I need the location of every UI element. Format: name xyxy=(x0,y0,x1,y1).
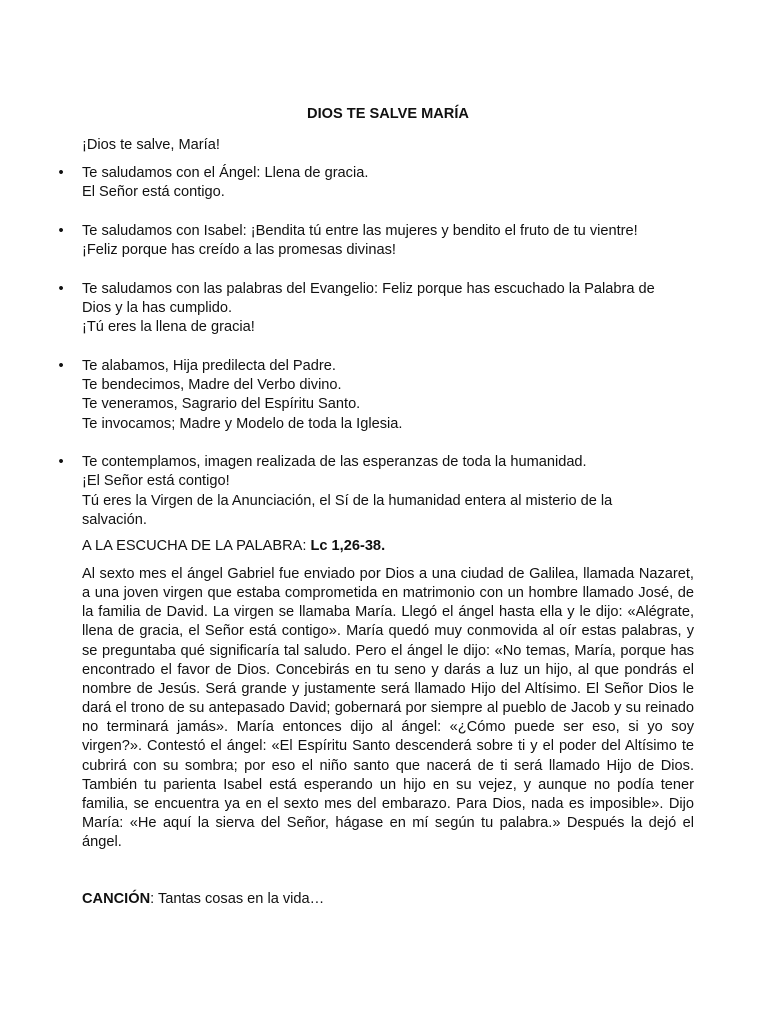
reading-reference: Lc 1,26-38 xyxy=(310,538,382,554)
song-line xyxy=(82,890,324,909)
list-item-line: Te veneramos, Sagrario del Espíritu Santo. xyxy=(82,396,361,413)
list-item-line: ¡Tú eres la llena de gracia! xyxy=(82,319,255,336)
list-item-line: ¡El Señor está contigo! xyxy=(82,473,230,490)
list-item xyxy=(0,357,692,434)
reading-reference-suffix: . xyxy=(381,538,386,554)
bullet-icon: • xyxy=(58,222,64,239)
list-item-line: ¡Feliz porque has creído a las promesas divinas! xyxy=(82,242,396,259)
page-title: DIOS TE SALVE MARÍA xyxy=(307,106,469,122)
greeting-line: ¡Dios te salve, María! xyxy=(82,137,220,153)
song-title: : Tantas cosas en la vida… xyxy=(150,891,325,907)
list-item-line: salvación. xyxy=(82,511,147,528)
gospel-reading-text: Al sexto mes el ángel Gabriel fue enviado por Dios a una ciudad de Galilea, llamada Nazaret, a una joven virgen que estaba comprometida en matrimonio con un hombre llamado José, de la familia de David. La virgen se llamaba María. Llegó el ángel hasta ella y le dijo: «Alégrate, llena de gracia, el Señor está contigo». María quedó muy conmovida al oír estas palabras, y se preguntaba qué significaría tal saludo. Pero el ángel le dijo: «No temas, María, porque has encontrado el favor de Dios. Concebirás en tu seno y darás a luz un hijo, al que pondrás el nombre de Jesús. Será grande y justamente será llamado Hijo del Altísimo. El Señor Dios le dará el trono de su antepasado David; gobernará por siempre al pueblo de Jacob y su reinado no terminará jamás». María entonces dijo al ángel: «¿Cómo puede ser eso, si yo soy virgen?». Contestó el ángel: «El Espíritu Santo descenderá sobre ti y el poder del Altísimo te cubrirá con su sombra; por eso el niño santo que nacerá de ti será llamado Hijo de Dios. También tu parienta Isabel está esperando un hijo en su vejez, y aunque no podía tener familia, se encuentra ya en el sexto mes del embarazo. Para Dios, nada es imposible». Dijo María: «He aquí la sierva del Señor, hágase en mí según tu palabra.» Después la dejó el ángel. xyxy=(82,566,694,851)
list-item xyxy=(0,280,692,338)
reading-label: A LA ESCUCHA DE LA PALABRA: xyxy=(82,538,311,554)
bullet-icon: • xyxy=(58,165,64,181)
list-item xyxy=(0,164,692,202)
list-item-line: Te saludamos con las palabras del Evangelio: Feliz porque has escuchado la Palabra de xyxy=(82,280,655,297)
list-item xyxy=(0,453,692,530)
list-item-line: Dios y la has cumplido. xyxy=(82,300,233,317)
bullet-icon: • xyxy=(58,280,64,297)
bullet-icon: • xyxy=(58,454,64,471)
salutation-list xyxy=(0,164,768,550)
bullet-icon: • xyxy=(58,357,64,374)
list-item-line: Tú eres la Virgen de la Anunciación, el Sí de la humanidad entera al misterio de la xyxy=(82,492,613,509)
list-item-line: Te saludamos con el Ángel: Llena de gracia. xyxy=(82,165,369,181)
list-item-line: Te saludamos con Isabel: ¡Bendita tú entre las mujeres y bendito el fruto de tu vientre! xyxy=(82,222,638,239)
song-label: CANCIÓN xyxy=(82,891,151,907)
list-item-line: Te contemplamos, imagen realizada de las esperanzas de toda la humanidad. xyxy=(82,454,587,471)
list-item-line: El Señor está contigo. xyxy=(82,184,225,201)
list-item-line: Te alabamos, Hija predilecta del Padre. xyxy=(82,357,336,374)
list-item-line: Te invocamos; Madre y Modelo de toda la Iglesia. xyxy=(82,415,403,432)
list-item xyxy=(0,222,692,260)
reading-heading xyxy=(82,537,385,556)
list-item-line: Te bendecimos, Madre del Verbo divino. xyxy=(82,377,342,394)
